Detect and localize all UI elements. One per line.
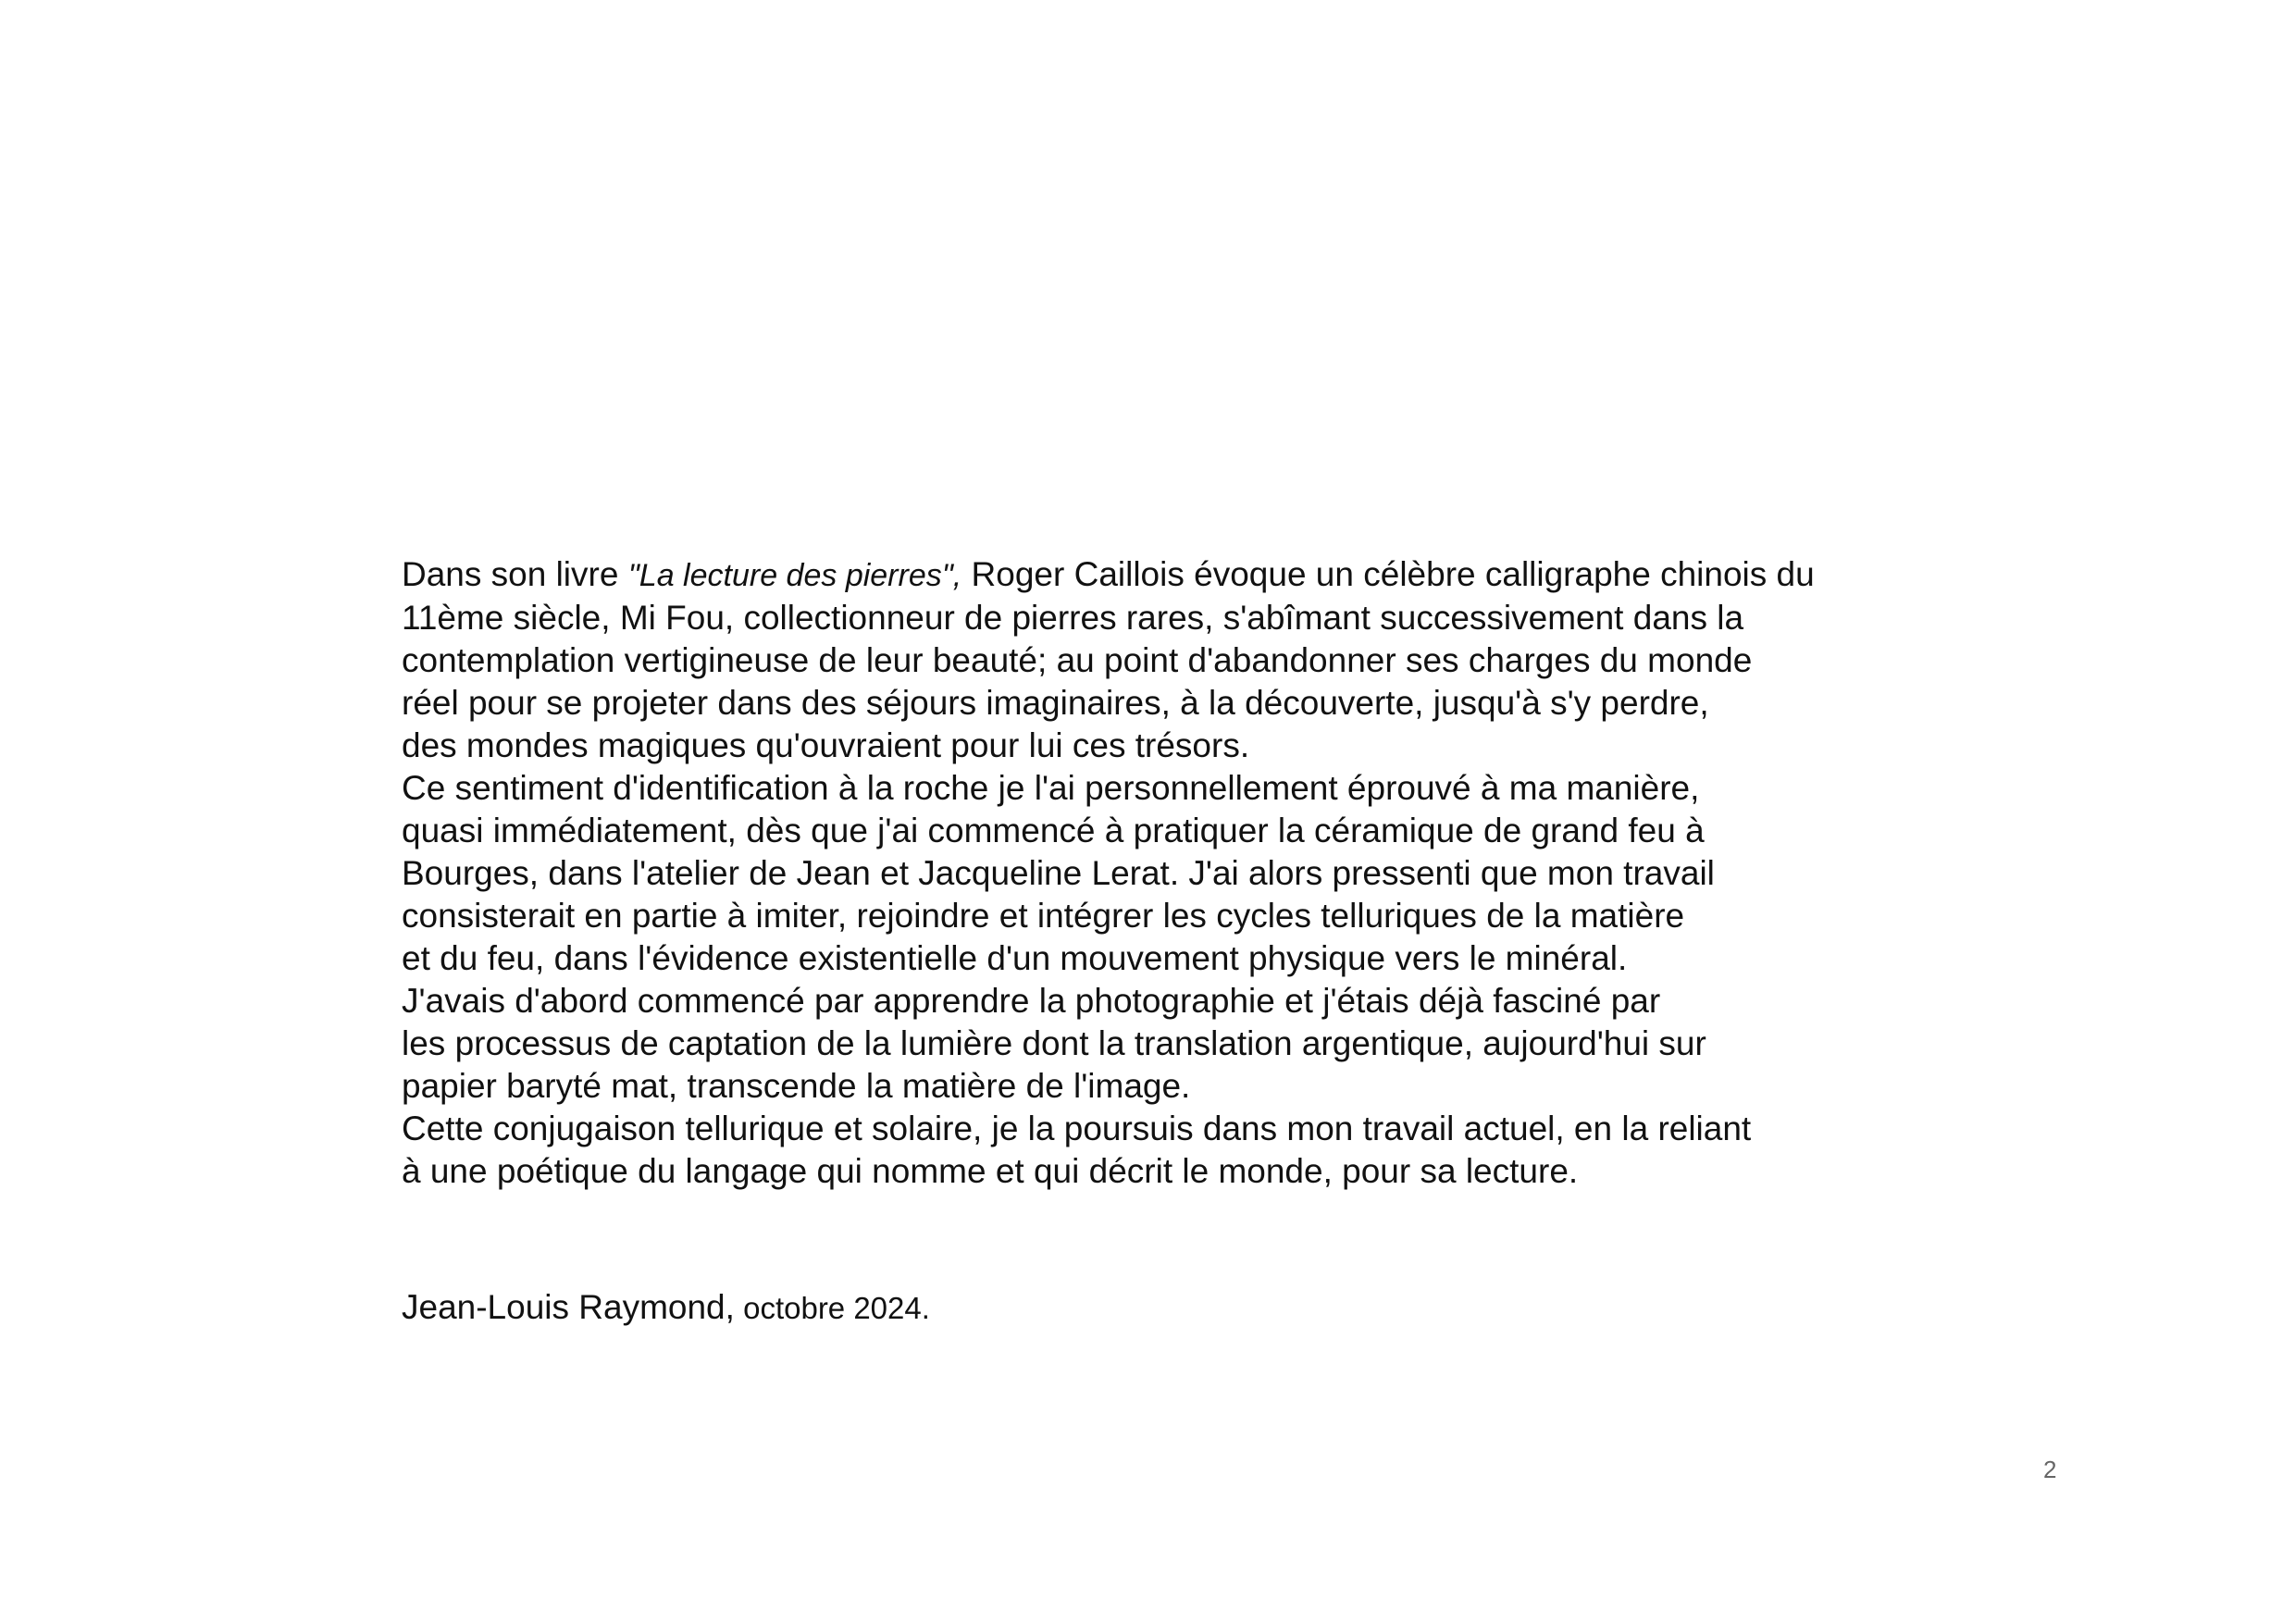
page-number: 2 bbox=[2043, 1456, 2057, 1483]
text-line-13: papier baryté mat, transcende la matière de l'image. bbox=[402, 1067, 1191, 1105]
line1-intro: Dans son livre bbox=[402, 555, 628, 593]
text-line-2: 11ème siècle, Mi Fou, collectionneur de pierres rares, s'abîmant successivement dans la bbox=[402, 599, 1744, 637]
text-line-7: quasi immédiatement, dès que j'ai commencé à pratiquer la céramique de grand feu à bbox=[402, 812, 1705, 849]
signature-author: Jean-Louis Raymond, bbox=[402, 1288, 735, 1326]
text-line-5: des mondes magiques qu'ouvraient pour lui ces trésors. bbox=[402, 726, 1250, 764]
signature bbox=[402, 1286, 930, 1330]
line1-rest: Roger Caillois évoque un célèbre calligraphe chinois du bbox=[961, 555, 1815, 593]
text-line-12: les processus de captation de la lumière dont la translation argentique, aujourd'hui sur bbox=[402, 1024, 1706, 1062]
text-line-14: Cette conjugaison tellurique et solaire, je la poursuis dans mon travail actuel, en la reliant bbox=[402, 1110, 1752, 1147]
body-paragraph bbox=[402, 553, 1919, 1193]
text-line-9: consisterait en partie à imiter, rejoindre et intégrer les cycles telluriques de la matière bbox=[402, 897, 1685, 935]
text-line-6: Ce sentiment d'identification à la roche je l'ai personnellement éprouvé à ma manière, bbox=[402, 769, 1700, 807]
text-line-3: contemplation vertigineuse de leur beauté; au point d'abandonner ses charges du monde bbox=[402, 641, 1753, 679]
book-title: "La lecture des pierres", bbox=[627, 558, 962, 593]
text-line-8: Bourges, dans l'atelier de Jean et Jacqueline Lerat. J'ai alors pressenti que mon travail bbox=[402, 854, 1715, 892]
text-line-10: et du feu, dans l'évidence existentielle d'un mouvement physique vers le minéral. bbox=[402, 939, 1628, 977]
text-line-15: à une poétique du langage qui nomme et qui décrit le monde, pour sa lecture. bbox=[402, 1152, 1579, 1190]
text-line-1 bbox=[402, 553, 1919, 597]
signature-date: octobre 2024. bbox=[734, 1291, 930, 1325]
text-line-11: J'avais d'abord commencé par apprendre la photographie et j'étais déjà fasciné par bbox=[402, 982, 1661, 1020]
text-line-4: réel pour se projeter dans des séjours imaginaires, à la découverte, jusqu'à s'y perdre, bbox=[402, 684, 1709, 722]
